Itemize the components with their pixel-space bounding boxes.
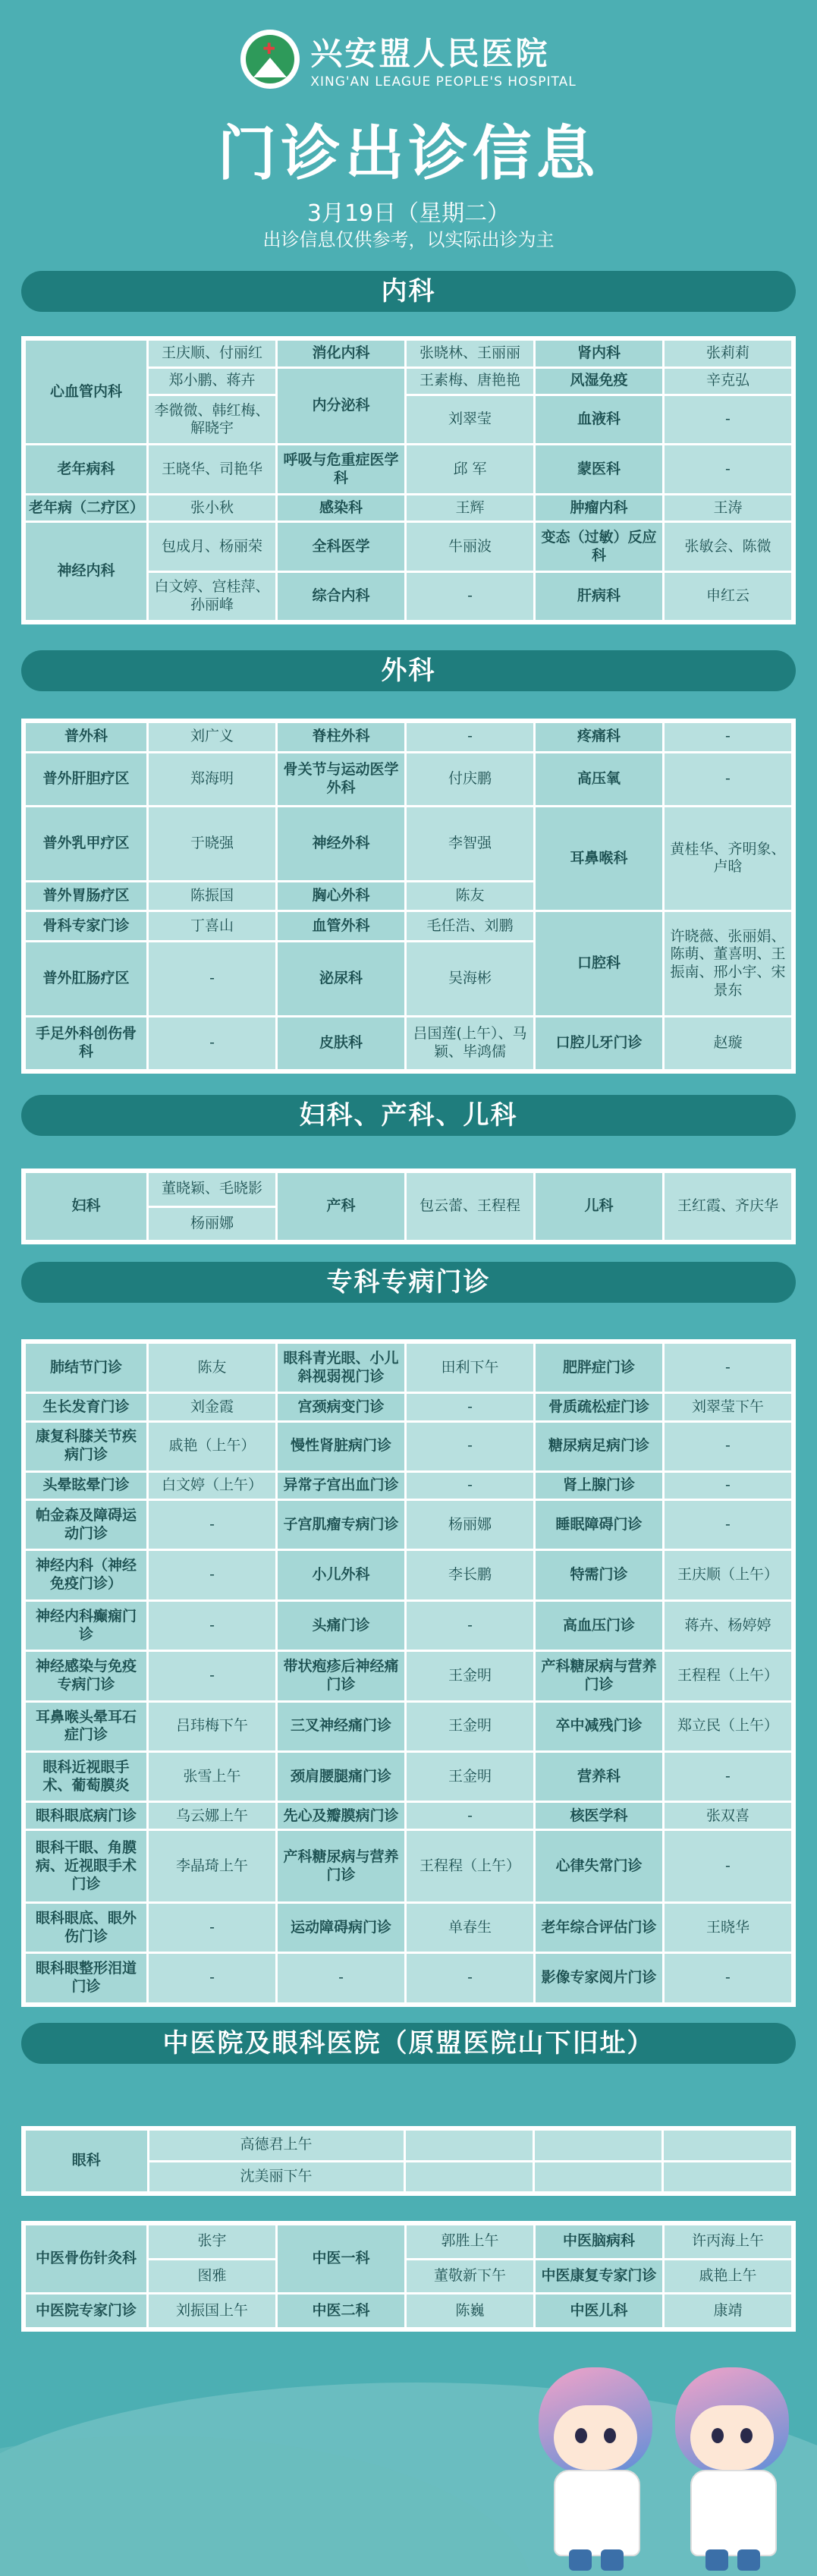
doctor-cell: 杨丽娜 [407,1501,533,1549]
dept-cell: 中医康复专家门诊 [536,2260,662,2293]
dept-cell: 手足外科创伤骨科 [26,1018,146,1069]
hospital-name-cn: 兴安盟人民医院 [310,35,550,72]
dept-cell: 小儿外科 [278,1551,404,1599]
doctor-cell: 刘广义 [149,723,275,751]
doctor-cell: 白文婷、宫桂萍、孙丽峰 [149,573,275,620]
dept-cell: 颈肩腰腿痛门诊 [278,1753,404,1801]
doctor-cell: 王晓华 [665,1904,791,1952]
dept-cell: 高压氧 [536,753,662,805]
dept-cell: 普外乳甲疗区 [26,807,146,880]
dept-cell: 耳鼻喉头晕耳石症门诊 [26,1703,146,1750]
dept-cell: 眼科眼底、眼外伤门诊 [26,1904,146,1952]
doctor-cell: - [149,1018,275,1069]
dept-cell: 心律失常门诊 [536,1831,662,1901]
doctor-cell: 李晶琦上午 [149,1831,275,1901]
doctor-cell: 田利下午 [407,1344,533,1392]
doctor-cell: - [665,1501,791,1549]
dept-cell: 变态（过敏）反应科 [536,523,662,570]
section-specialty-clinics [21,1262,796,1303]
dept-cell: 产科糖尿病与营养门诊 [278,1831,404,1901]
doctor-cell: - [149,1954,275,2002]
doctor-cell: 高德君上午 [149,2131,404,2160]
dept-cell: 中医院专家门诊 [26,2294,146,2327]
doctor-cell: 王素梅、唐艳艳 [407,369,533,395]
empty-cell [664,2131,791,2160]
dept-cell: 神经内科癫痫门诊 [26,1602,146,1650]
dept-cell: 营养科 [536,1753,662,1801]
doctor-cell: - [665,723,791,751]
doctor-cell: - [407,573,533,620]
dept-cell: 老年病科 [26,445,146,492]
doctor-cell: 陈振国 [149,882,275,911]
dept-cell: 康复科膝关节疾病门诊 [26,1423,146,1470]
dept-cell: 心血管内科 [26,341,146,443]
doctor-cell: 刘金霞 [149,1394,275,1420]
doctor-cell: 王金明 [407,1652,533,1700]
dept-cell: 神经内科 [26,523,146,620]
dept-cell: 核医学科 [536,1803,662,1829]
doctor-cell: 包云蕾、王程程 [407,1173,533,1240]
doctor-cell: 郑立民（上午） [665,1703,791,1750]
internal-medicine-table [21,336,796,624]
doctor-cell: - [665,1831,791,1901]
doctor-cell: 张双喜 [665,1803,791,1829]
doctor-cell: - [407,1394,533,1420]
doctor-cell: 张宇 [149,2225,275,2258]
dept-cell: 眼科近视眼手术、葡萄膜炎 [26,1753,146,1801]
dept-cell: 儿科 [536,1173,662,1240]
section-ob-gyn-peds [21,1095,796,1136]
dept-cell: 中医脑病科 [536,2225,662,2258]
dept-cell: 胸心外科 [278,882,404,911]
doctor-cell: - [665,1423,791,1470]
dept-cell: 中医儿科 [536,2294,662,2327]
dept-cell: 肾内科 [536,341,662,366]
dept-cell: 消化内科 [278,341,404,366]
section-surgery [21,650,796,691]
dept-cell: 综合内科 [278,573,404,620]
doctor-cell: 张小秋 [149,495,275,521]
dept-cell: 风湿免疫 [536,369,662,395]
dept-cell: 骨质疏松症门诊 [536,1394,662,1420]
doctor-cell: - [665,1344,791,1392]
dept-cell: 口腔儿牙门诊 [536,1018,662,1069]
dept-cell: 耳鼻喉科 [536,807,662,911]
doctor-cell: 申红云 [665,573,791,620]
dept-cell: 蒙医科 [536,445,662,492]
tcm-table [21,2221,796,2332]
dept-cell: 头痛门诊 [278,1602,404,1650]
dept-cell: 神经外科 [278,807,404,880]
dept-cell: 普外胃肠疗区 [26,882,146,911]
dept-cell: 先心及瓣膜病门诊 [278,1803,404,1829]
dept-cell: 感染科 [278,495,404,521]
doctor-cell: - [149,1602,275,1650]
dept-cell: 三叉神经痛门诊 [278,1703,404,1750]
page-header [0,0,817,250]
empty-cell [535,2131,661,2160]
empty-cell [406,2131,533,2160]
doctor-cell: 于晓强 [149,807,275,880]
doctor-cell: 王辉 [407,495,533,521]
dept-cell: 宫颈病变门诊 [278,1394,404,1420]
dept-cell: 脊柱外科 [278,723,404,751]
dept-cell: 带状疱疹后神经痛门诊 [278,1652,404,1700]
section-title: 专科专病门诊 [21,1262,796,1303]
dept-cell: 普外肝胆疗区 [26,753,146,805]
doctor-cell: 许丙海上午 [665,2225,791,2258]
dept-cell: 眼科眼底病门诊 [26,1803,146,1829]
doctor-cell: 付庆鹏 [407,753,533,805]
doctor-cell: 董晓颖、毛晓影 [149,1173,275,1206]
doctor-cell: - [149,1652,275,1700]
doctor-cell: 张晓林、王丽丽 [407,341,533,366]
doctor-cell: 邱 军 [407,445,533,492]
dept-cell: 子宫肌瘤专病门诊 [278,1501,404,1549]
doctor-cell: 王程程（上午） [665,1652,791,1700]
dept-cell: 肥胖症门诊 [536,1344,662,1392]
dept-cell: 全科医学 [278,523,404,570]
doctor-cell: - [665,1954,791,2002]
doctor-cell: 黄桂华、齐明象、卢晗 [665,807,791,911]
doctor-cell: 王金明 [407,1753,533,1801]
doctor-cell: - [407,1803,533,1829]
doctor-cell: 王涛 [665,495,791,521]
doctor-cell: - [149,1904,275,1952]
doctor-cell: - [149,1551,275,1599]
dept-cell: 皮肤科 [278,1018,404,1069]
dept-cell: 肾上腺门诊 [536,1473,662,1499]
disclaimer-note: 出诊信息仅供参考，以实际出诊为主 [262,229,555,250]
dept-cell: 普外肛肠疗区 [26,942,146,1015]
dept-cell: 内分泌科 [278,369,404,444]
doctor-cell: 李智强 [407,807,533,880]
doctor-cell: 包成月、杨丽荣 [149,523,275,570]
dept-cell: 神经内科（神经免疫门诊） [26,1551,146,1599]
dept-cell: 肿瘤内科 [536,495,662,521]
dept-cell: 特需门诊 [536,1551,662,1599]
doctor-cell: 郑小鹏、蒋卉 [149,369,275,395]
doctor-cell: 王庆顺、付丽红 [149,341,275,366]
section-tcm-eye-hospital [21,2023,796,2064]
dept-cell: 生长发育门诊 [26,1394,146,1420]
doctor-cell: - [407,723,533,751]
dept-cell: 眼科青光眼、小儿斜视弱视门诊 [278,1344,404,1392]
doctor-cell: 王金明 [407,1703,533,1750]
doctor-cell: - [278,1954,404,2002]
dept-cell: 口腔科 [536,912,662,1015]
doctor-cell: 吕玮梅下午 [149,1703,275,1750]
doctor-cell: 王程程（上午） [407,1831,533,1901]
doctor-cell: 陈巍 [407,2294,533,2327]
doctor-cell: 戚艳（上午） [149,1423,275,1470]
doctor-cell: - [149,1501,275,1549]
doctor-cell: 刘翠莹下午 [665,1394,791,1420]
doctor-cell: 张雪上午 [149,1753,275,1801]
dept-cell: 帕金森及障碍运动门诊 [26,1501,146,1549]
doctor-cell: 吴海彬 [407,942,533,1015]
doctor-cell: - [407,1602,533,1650]
doctor-cell: 沈美丽下午 [149,2162,404,2192]
dept-cell: 异常子宫出血门诊 [278,1473,404,1499]
doctor-cell: 刘翠莹 [407,396,533,443]
section-title: 妇科、产科、儿科 [21,1095,796,1136]
dept-cell: 中医骨伤针灸科 [26,2225,146,2292]
dept-cell: 中医一科 [278,2225,404,2292]
section-title: 内科 [21,271,796,312]
mascot-icon [531,2367,660,2572]
doctor-cell: 郑海明 [149,753,275,805]
eye-hospital-table [21,2126,796,2196]
doctor-cell: 张敏会、陈微 [665,523,791,570]
doctor-cell: 图雅 [149,2260,275,2293]
specialty-clinics-table [21,1339,796,2007]
dept-cell: 疼痛科 [536,723,662,751]
section-internal-medicine [21,271,796,312]
dept-cell: 呼吸与危重症医学科 [278,445,404,492]
doctor-cell: - [407,1954,533,2002]
doctor-cell: 戚艳上午 [665,2260,791,2293]
doctor-cell: 陈友 [149,1344,275,1392]
doctor-cell: 丁喜山 [149,912,275,940]
ob-gyn-peds-table [21,1168,796,1244]
dept-cell: 神经感染与免疫专病门诊 [26,1652,146,1700]
doctor-cell: 赵璇 [665,1018,791,1069]
dept-cell: 眼科 [26,2131,147,2191]
doctor-cell: 杨丽娜 [149,1208,275,1241]
footer-decoration [0,2337,817,2576]
hospital-name-en: XING'AN LEAGUE PEOPLE'S HOSPITAL [310,74,577,90]
dept-cell: 影像专家阅片门诊 [536,1954,662,2002]
empty-cell [406,2162,533,2192]
mascot-icon [668,2367,797,2572]
doctor-cell: 吕国莲(上午）、马颖、毕鸿儒 [407,1018,533,1069]
doctor-cell: 单春生 [407,1904,533,1952]
surgery-table [21,719,796,1074]
dept-cell: 头晕眩晕门诊 [26,1473,146,1499]
dept-cell: 运动障碍病门诊 [278,1904,404,1952]
doctor-cell: 王晓华、司艳华 [149,445,275,492]
doctor-cell: 牛丽波 [407,523,533,570]
dept-cell: 中医二科 [278,2294,404,2327]
schedule-date: 3月19日（星期二） [306,200,511,227]
empty-cell [664,2162,791,2192]
doctor-cell: 张莉莉 [665,341,791,366]
doctor-cell: 刘振国上午 [149,2294,275,2327]
dept-cell: 糖尿病足病门诊 [536,1423,662,1470]
section-title: 中医院及眼科医院（原盟医院山下旧址） [21,2023,796,2064]
dept-cell: 慢性肾脏病门诊 [278,1423,404,1470]
dept-cell: 睡眠障碍门诊 [536,1501,662,1549]
doctor-cell: - [407,1423,533,1470]
dept-cell: 血管外科 [278,912,404,940]
doctor-cell: 许晓薇、张丽娟、陈萌、董喜明、王振南、邢小宇、宋景东 [665,912,791,1015]
doctor-cell: - [665,1753,791,1801]
doctor-cell: 乌云娜上午 [149,1803,275,1829]
dept-cell: 老年综合评估门诊 [536,1904,662,1952]
dept-cell: 血液科 [536,396,662,443]
dept-cell: 产科 [278,1173,404,1240]
doctor-cell: 毛任浩、刘鹏 [407,912,533,940]
doctor-cell: 蒋卉、杨婷婷 [665,1602,791,1650]
doctor-cell: - [665,1473,791,1499]
doctor-cell: - [149,942,275,1015]
dept-cell: 卒中减残门诊 [536,1703,662,1750]
dept-cell: 骨科专家门诊 [26,912,146,940]
doctor-cell: - [665,753,791,805]
doctor-cell: 郭胜上午 [407,2225,533,2258]
dept-cell: 妇科 [26,1173,146,1240]
dept-cell: 肺结节门诊 [26,1344,146,1392]
doctor-cell: 王红霞、齐庆华 [665,1173,791,1240]
doctor-cell: 李微微、韩红梅、解晓宇 [149,396,275,443]
doctor-cell: 王庆顺（上午） [665,1551,791,1599]
dept-cell: 产科糖尿病与营养门诊 [536,1652,662,1700]
dept-cell: 高血压门诊 [536,1602,662,1650]
doctor-cell: - [407,1473,533,1499]
doctor-cell: 辛克弘 [665,369,791,395]
dept-cell: 眼科干眼、角膜病、近视眼手术门诊 [26,1831,146,1901]
dept-cell: 肝病科 [536,573,662,620]
hospital-brand [0,29,817,90]
doctor-cell: - [665,445,791,492]
doctor-cell: 康靖 [665,2294,791,2327]
doctor-cell: 白文婷（上午） [149,1473,275,1499]
dept-cell: 老年病（二疗区） [26,495,146,521]
hospital-logo-icon [240,30,300,89]
doctor-cell: 董敬新下午 [407,2260,533,2293]
dept-cell: 普外科 [26,723,146,751]
doctor-cell: 陈友 [407,882,533,911]
section-title: 外科 [21,650,796,691]
dept-cell: 泌尿科 [278,942,404,1015]
doctor-cell: - [665,396,791,443]
dept-cell: 眼科眼整形泪道门诊 [26,1954,146,2002]
dept-cell: 骨关节与运动医学外科 [278,753,404,805]
page-title: 门诊出诊信息 [217,120,600,188]
doctor-cell: 李长鹏 [407,1551,533,1599]
empty-cell [535,2162,661,2192]
